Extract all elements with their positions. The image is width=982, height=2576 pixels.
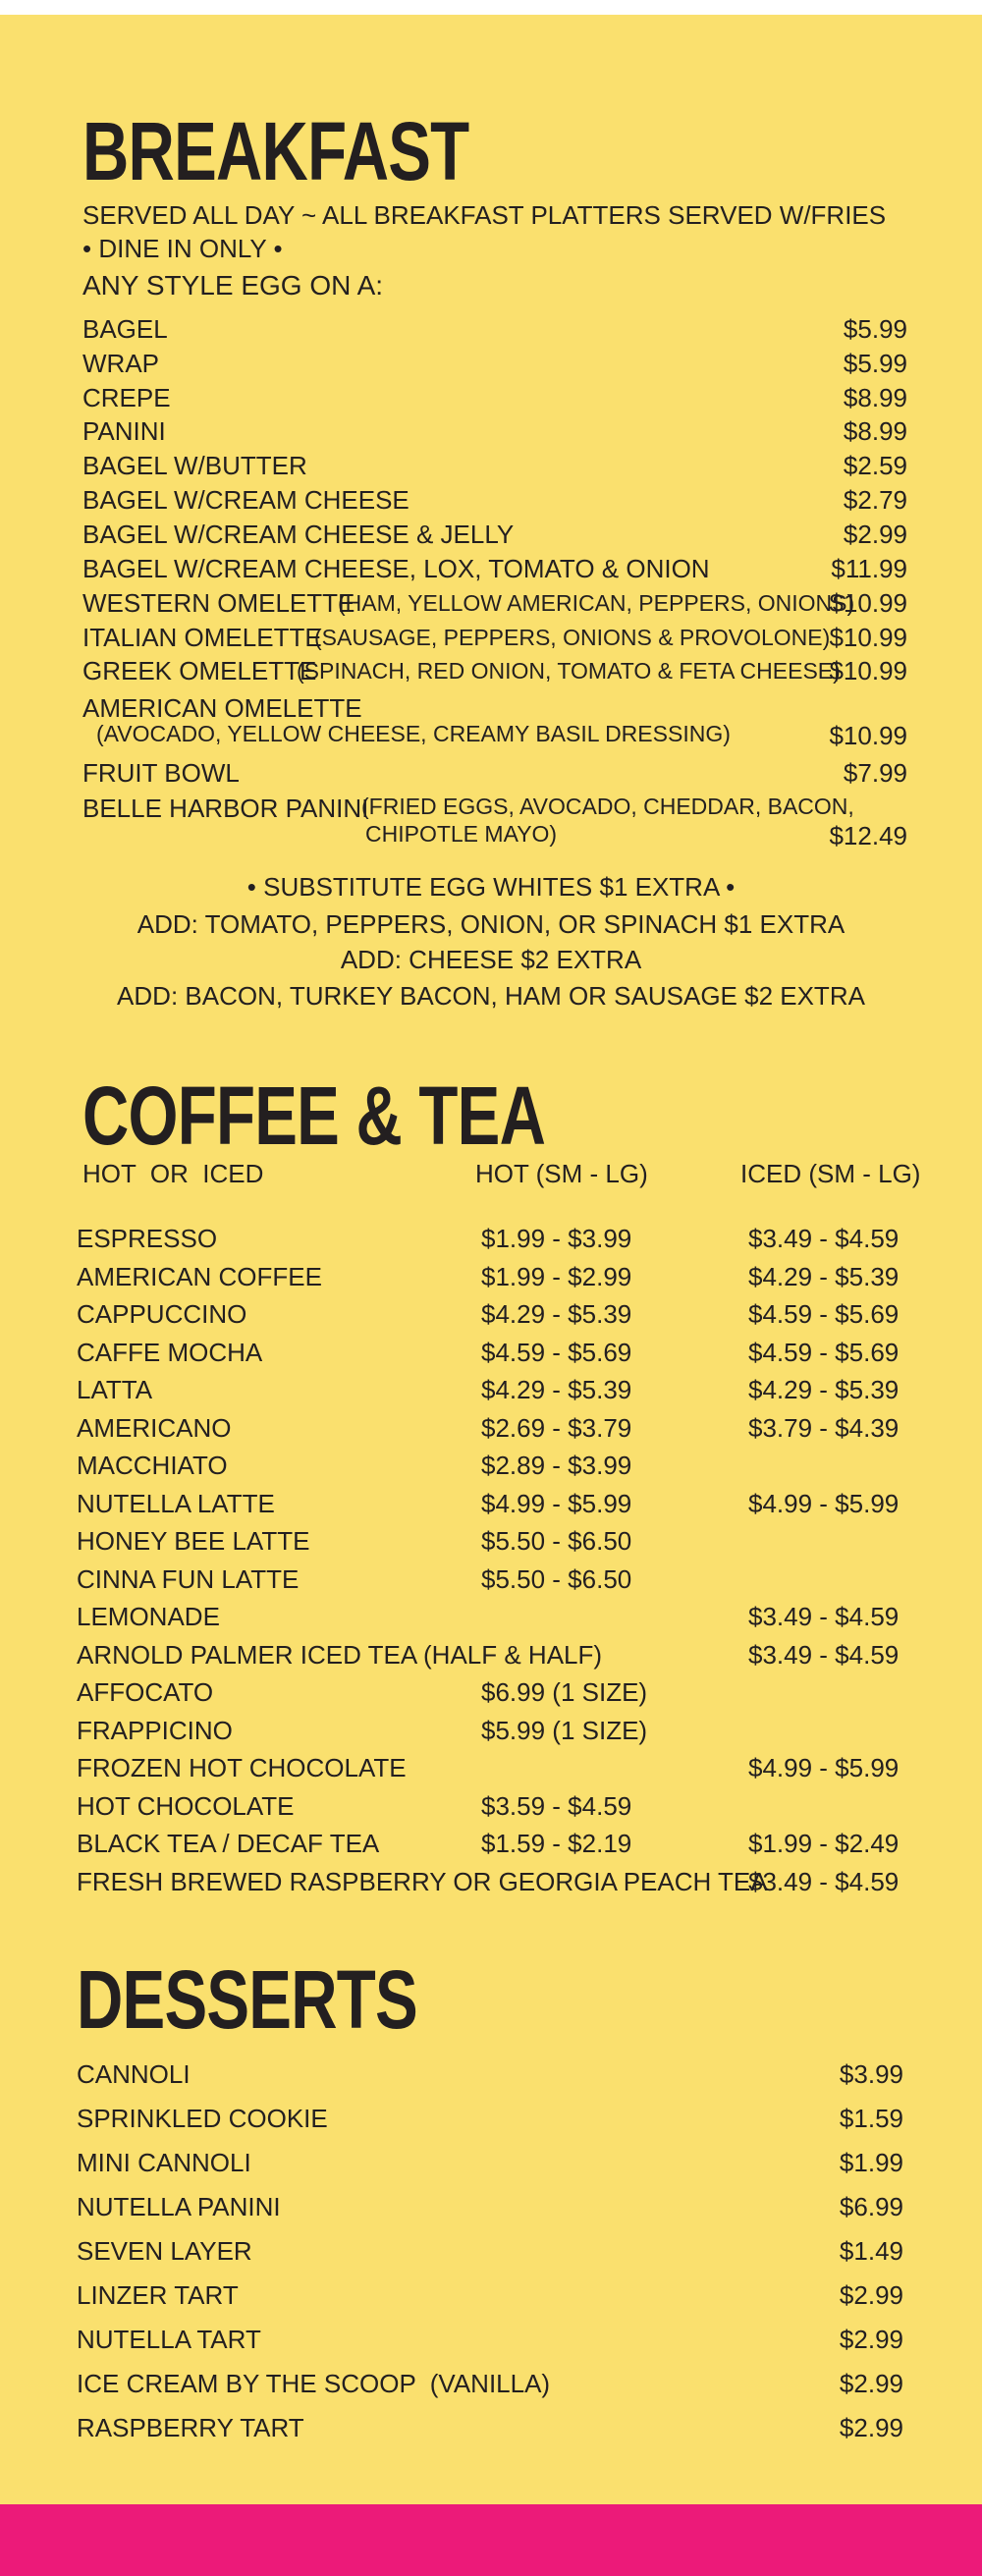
coffee-header-label: HOT OR ICED — [82, 1159, 264, 1188]
item-price: $10.99 — [829, 656, 907, 685]
coffee-title: COFFEE & TEA — [82, 1069, 546, 1162]
item-note: (HAM, YELLOW AMERICAN, PEPPERS, ONIONS) — [338, 590, 855, 616]
item-name: NUTELLA LATTE — [77, 1488, 275, 1518]
hot-price: $3.59 - $4.59 — [481, 1790, 632, 1821]
iced-price: $3.49 - $4.59 — [748, 1866, 900, 1896]
menu-item — [82, 588, 907, 618]
item-name: CINNA FUN LATTE — [77, 1563, 300, 1594]
iced-price: $4.29 - $5.39 — [748, 1261, 900, 1291]
hot-price: $4.29 - $5.39 — [481, 1299, 632, 1329]
dine-in-note: • DINE IN ONLY • — [82, 234, 283, 263]
item-name: HOT CHOCOLATE — [77, 1790, 295, 1821]
menu-item — [77, 2236, 903, 2266]
item-price: $3.99 — [839, 2059, 903, 2089]
menu-item — [82, 693, 907, 723]
item-name: LATTA — [77, 1375, 153, 1404]
menu-item — [77, 1299, 921, 1329]
menu-item — [77, 1526, 921, 1556]
item-name: BAGEL W/CREAM CHEESE, LOX, TOMATO & ONION — [82, 554, 710, 583]
desserts-title: DESSERTS — [77, 1953, 417, 2046]
hot-price: $4.99 - $5.99 — [481, 1488, 632, 1518]
item-price: $2.99 — [839, 2369, 903, 2398]
iced-price: $3.49 - $4.59 — [748, 1602, 900, 1631]
menu-item — [77, 1867, 921, 1896]
hot-price: $5.99 (1 SIZE) — [481, 1715, 648, 1745]
hot-price: $2.69 - $3.79 — [481, 1412, 632, 1443]
hot-price: $1.99 - $3.99 — [481, 1224, 632, 1253]
hot-price: $5.50 - $6.50 — [481, 1526, 632, 1556]
menu-item — [82, 520, 907, 549]
item-name: FROZEN HOT CHOCOLATE — [77, 1753, 407, 1782]
egg-heading: ANY STYLE EGG ON A: — [82, 270, 384, 301]
extra-note: • SUBSTITUTE EGG WHITES $1 EXTRA • — [246, 872, 736, 902]
breakfast-subtitle: SERVED ALL DAY ~ ALL BREAKFAST PLATTERS SERVED W/FRIES — [82, 200, 887, 230]
menu-item — [77, 1564, 921, 1594]
item-name: CREPE — [82, 383, 171, 412]
iced-price: $3.79 - $4.39 — [748, 1412, 900, 1443]
item-name: CAPPUCCINO — [77, 1299, 247, 1329]
item-name: LEMONADE — [77, 1602, 220, 1631]
menu-item — [77, 2192, 903, 2221]
item-name: ICE CREAM BY THE SCOOP (VANILLA) — [77, 2369, 551, 2398]
item-name: HONEY BEE LATTE — [77, 1526, 310, 1556]
item-price: $1.49 — [839, 2236, 903, 2266]
menu-item — [77, 2413, 903, 2442]
item-price: $2.99 — [839, 2413, 903, 2442]
item-name: WESTERN OMELETTE — [82, 588, 355, 618]
item-price: $1.99 — [839, 2148, 903, 2177]
item-price: $5.99 — [843, 349, 907, 378]
item-name: MACCHIATO — [77, 1451, 228, 1480]
menu-item — [77, 1375, 921, 1404]
extra-note: ADD: TOMATO, PEPPERS, ONION, OR SPINACH $1 EXTRA — [136, 909, 846, 939]
menu-item-detail — [82, 821, 907, 850]
item-name: BAGEL — [82, 314, 168, 344]
item-price: $8.99 — [843, 416, 907, 446]
menu-item — [77, 2280, 903, 2310]
menu-item — [77, 1262, 921, 1291]
iced-price: $3.49 - $4.59 — [748, 1639, 900, 1670]
item-name: MINI CANNOLI — [77, 2148, 251, 2177]
item-note: CHIPOTLE MAYO) — [365, 821, 558, 847]
item-name: AFFOCATO — [77, 1677, 214, 1707]
iced-price: $4.59 - $5.69 — [748, 1299, 900, 1329]
menu-item — [77, 2148, 903, 2177]
item-name: ARNOLD PALMER ICED TEA (HALF & HALF) — [77, 1639, 603, 1670]
menu-item — [77, 1791, 921, 1821]
item-name: BLACK TEA / DECAF TEA — [77, 1829, 380, 1858]
item-name: FRESH BREWED RASPBERRY OR GEORGIA PEACH TEA — [77, 1866, 768, 1896]
hot-price: $4.29 - $5.39 — [481, 1375, 632, 1404]
footer-bar — [0, 2504, 982, 2576]
item-price: $2.79 — [843, 485, 907, 515]
item-price: $2.99 — [843, 520, 907, 549]
menu-item — [77, 2325, 903, 2354]
hot-price: $5.50 - $6.50 — [481, 1563, 632, 1594]
item-price: $6.99 — [839, 2192, 903, 2221]
menu-item — [77, 1413, 921, 1443]
iced-price: $4.29 - $5.39 — [748, 1375, 900, 1404]
menu-item — [77, 1640, 921, 1670]
item-name: AMERICAN COFFEE — [77, 1261, 322, 1291]
item-name: AMERICAN OMELETTE — [82, 693, 362, 723]
extra-note: ADD: BACON, TURKEY BACON, HAM OR SAUSAGE $2 EXTRA — [117, 981, 865, 1011]
hot-price: $1.99 - $2.99 — [481, 1261, 632, 1291]
menu-item — [82, 416, 907, 446]
item-price: $2.99 — [839, 2325, 903, 2354]
menu-item — [77, 1602, 921, 1631]
menu-item — [82, 383, 907, 412]
item-note: (SPINACH, RED ONION, TOMATO & FETA CHEESE) — [297, 658, 841, 684]
menu-item — [77, 1829, 921, 1858]
hot-price: $2.89 - $3.99 — [481, 1451, 632, 1480]
item-name: ITALIAN OMELETTE — [82, 623, 322, 652]
item-note: (AVOCADO, YELLOW CHEESE, CREAMY BASIL DRESSING) — [96, 721, 731, 746]
item-name: WRAP — [82, 349, 159, 378]
item-name: SPRINKLED COOKIE — [77, 2104, 328, 2133]
iced-price: $4.99 - $5.99 — [748, 1753, 900, 1782]
menu-item — [82, 554, 907, 583]
item-price: $11.99 — [831, 554, 907, 583]
hot-price: $4.59 - $5.69 — [481, 1337, 632, 1367]
item-name: PANINI — [82, 416, 166, 446]
menu-item — [77, 1716, 921, 1745]
item-price: $10.99 — [829, 588, 907, 618]
hot-price: $1.59 - $2.19 — [481, 1829, 632, 1858]
item-name: CAFFE MOCHA — [77, 1337, 263, 1367]
menu-item — [82, 349, 907, 378]
menu-item — [77, 1338, 921, 1367]
item-price: $10.99 — [829, 721, 907, 750]
item-price: $1.59 — [839, 2104, 903, 2133]
iced-price: $4.59 - $5.69 — [748, 1337, 900, 1367]
menu-item — [82, 758, 907, 788]
item-name: BAGEL W/BUTTER — [82, 451, 307, 480]
coffee-header-iced: ICED (SM - LG) — [740, 1159, 921, 1188]
menu-item — [77, 1451, 921, 1480]
item-name: CANNOLI — [77, 2059, 191, 2089]
menu-item — [82, 314, 907, 344]
item-price: $7.99 — [843, 758, 907, 788]
item-name: BELLE HARBOR PANINI — [82, 794, 369, 823]
menu-item — [77, 1677, 921, 1707]
item-name: BAGEL W/CREAM CHEESE — [82, 485, 409, 515]
iced-price: $3.49 - $4.59 — [748, 1224, 900, 1253]
item-name: FRUIT BOWL — [82, 758, 240, 788]
menu-item — [77, 1489, 921, 1518]
coffee-header-hot: HOT (SM - LG) — [475, 1159, 648, 1188]
item-price: $2.59 — [843, 451, 907, 480]
menu-item — [82, 451, 907, 480]
item-name: GREEK OMELETTE — [82, 656, 317, 685]
item-price: $10.99 — [829, 623, 907, 652]
item-note: (FRIED EGGS, AVOCADO, CHEDDAR, BACON, — [361, 794, 854, 819]
item-name: SEVEN LAYER — [77, 2236, 252, 2266]
item-price: $2.99 — [839, 2280, 903, 2310]
item-name: LINZER TART — [77, 2280, 239, 2310]
item-name: ESPRESSO — [77, 1224, 218, 1253]
menu-item — [77, 2059, 903, 2089]
item-name: BAGEL W/CREAM CHEESE & JELLY — [82, 520, 515, 549]
extra-note: ADD: CHEESE $2 EXTRA — [340, 945, 642, 974]
breakfast-title: BREAKFAST — [82, 105, 469, 197]
item-price: $8.99 — [843, 383, 907, 412]
menu-item — [77, 1753, 921, 1782]
menu-item — [82, 656, 907, 685]
item-price: $5.99 — [843, 314, 907, 344]
menu-item — [82, 794, 907, 823]
menu-item — [77, 2369, 903, 2398]
menu-item — [82, 485, 907, 515]
hot-price: $6.99 (1 SIZE) — [481, 1677, 648, 1707]
iced-price: $4.99 - $5.99 — [748, 1488, 900, 1518]
item-price: $12.49 — [829, 821, 907, 850]
item-name: FRAPPICINO — [77, 1715, 233, 1745]
menu-item — [82, 623, 907, 652]
item-name: AMERICANO — [77, 1412, 232, 1443]
item-note: (SAUSAGE, PEPPERS, ONIONS & PROVOLONE) — [314, 625, 831, 650]
menu-item — [77, 2104, 903, 2133]
menu-item — [77, 1224, 921, 1253]
item-name: RASPBERRY TART — [77, 2413, 304, 2442]
item-name: NUTELLA TART — [77, 2325, 261, 2354]
item-name: NUTELLA PANINI — [77, 2192, 281, 2221]
iced-price: $1.99 - $2.49 — [748, 1829, 900, 1858]
menu-item-detail — [82, 721, 907, 750]
